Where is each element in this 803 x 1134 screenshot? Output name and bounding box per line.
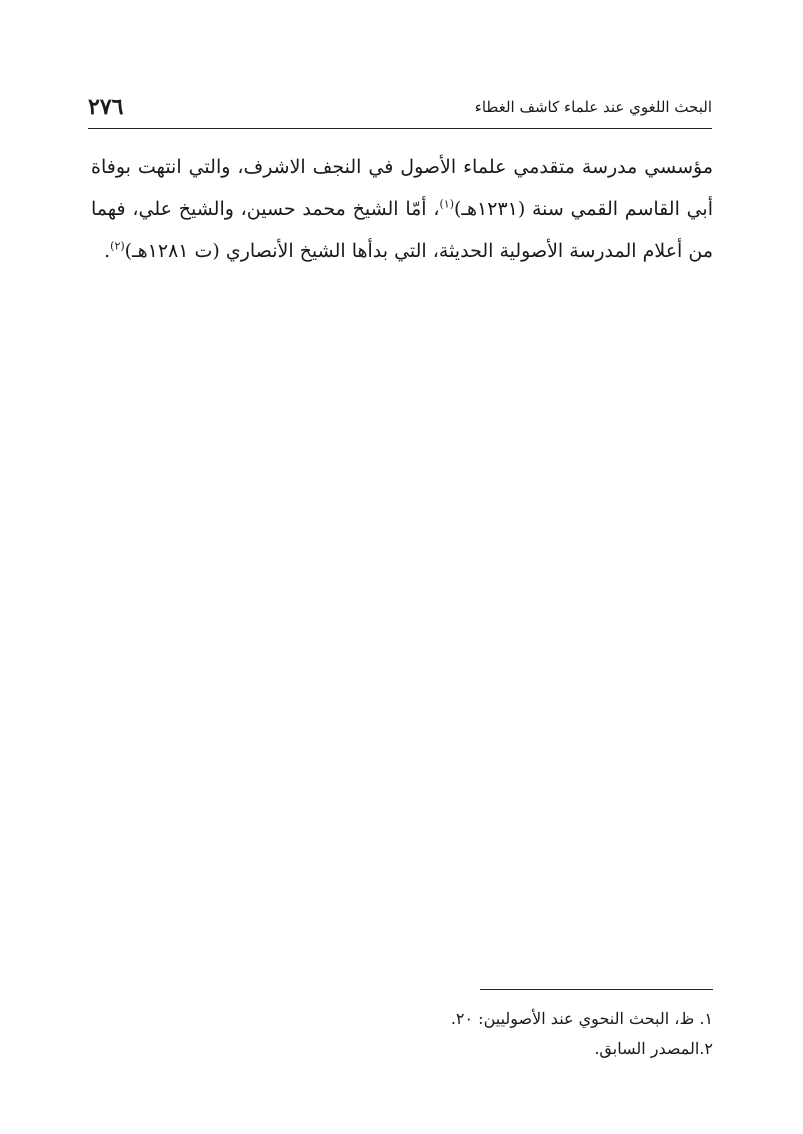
footnote-1: ١. ظ، البحث النحوي عند الأصوليين: ٢٠. bbox=[450, 1009, 713, 1028]
footnotes bbox=[293, 1004, 713, 1064]
footnote-separator bbox=[480, 989, 713, 990]
body-paragraph bbox=[91, 146, 713, 272]
running-title: البحث اللغوي عند علماء كاشف الغطاء bbox=[474, 98, 712, 116]
footnote-2: ٢.المصدر السابق. bbox=[594, 1039, 713, 1058]
paragraph-part-3: . bbox=[104, 240, 111, 262]
paragraph-part-1: مؤسسي مدرسة متقدمي علماء الأصول في النجف الاشرف، والتي انتهت بوفاة أبي القاسم القمي سنة (١٢٣١هـ) bbox=[91, 156, 713, 220]
footnote-ref-2[interactable]: (٢) bbox=[110, 239, 125, 253]
paragraph-text bbox=[91, 146, 713, 272]
page-number: ٢٧٦ bbox=[88, 94, 124, 120]
paragraph-part-2: ، أمّا الشيخ محمد حسين، والشيخ علي، فهما من أعلام المدرسة الأصولية الحديثة، التي بدأها الشيخ الأنصاري (ت ١٢٨١هـ) bbox=[91, 198, 713, 262]
footnote-ref-1[interactable]: (١) bbox=[439, 197, 454, 211]
page-header bbox=[88, 88, 712, 129]
